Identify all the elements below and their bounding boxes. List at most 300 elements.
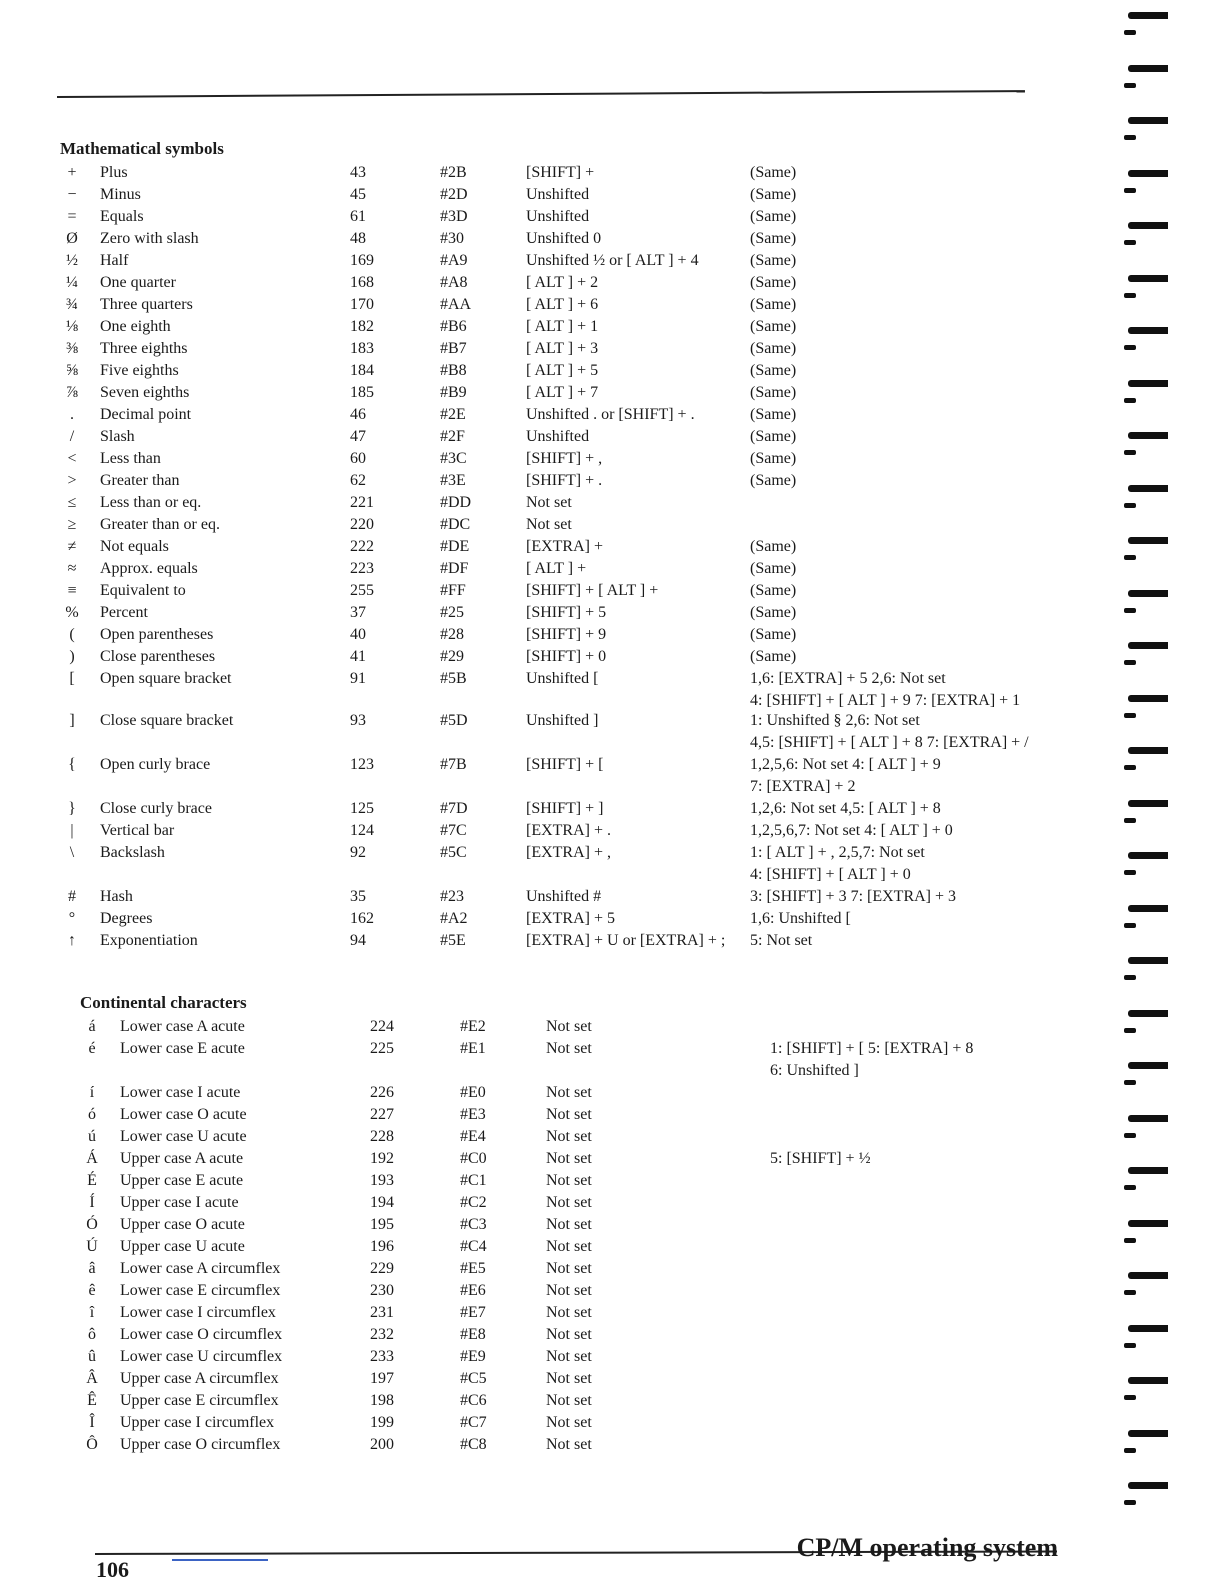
character-name: Lower case E acute bbox=[120, 1040, 245, 1057]
decimal-code: 94 bbox=[350, 932, 366, 949]
character-symbol: Ê bbox=[87, 1392, 97, 1409]
table-row bbox=[80, 1412, 1140, 1434]
table-row bbox=[80, 1324, 1140, 1346]
table-row bbox=[60, 316, 1120, 338]
character-name: Upper case U acute bbox=[120, 1238, 245, 1255]
binding-hole bbox=[1128, 642, 1168, 649]
decimal-code: 223 bbox=[350, 560, 374, 577]
hex-code: #E7 bbox=[460, 1304, 486, 1321]
keystroke: [SHIFT] + ] bbox=[526, 800, 604, 817]
binding-mark bbox=[1124, 1448, 1136, 1453]
table-row bbox=[60, 360, 1120, 382]
keystroke: [ ALT ] + 7 bbox=[526, 384, 599, 401]
keystroke: [EXTRA] + , bbox=[526, 844, 612, 861]
alternative-keystroke: 5: [SHIFT] + ½ bbox=[770, 1150, 871, 1167]
alternative-keystroke: (Same) bbox=[750, 406, 797, 423]
decimal-code: 91 bbox=[350, 670, 366, 687]
table-row bbox=[60, 646, 1120, 668]
decimal-code: 48 bbox=[350, 230, 366, 247]
hex-code: #DC bbox=[440, 516, 471, 533]
keystroke: Not set bbox=[546, 1040, 592, 1057]
decimal-code: 93 bbox=[350, 712, 366, 729]
binding-mark bbox=[1124, 83, 1136, 88]
keystroke: [ ALT ] + 5 bbox=[526, 362, 599, 379]
table-row bbox=[60, 558, 1120, 580]
table-row bbox=[60, 382, 1120, 404]
keystroke: Not set bbox=[546, 1260, 592, 1277]
character-name: Equivalent to bbox=[100, 582, 186, 599]
table-row bbox=[80, 1280, 1140, 1302]
table-row bbox=[60, 492, 1120, 514]
character-name: Lower case I circumflex bbox=[120, 1304, 276, 1321]
character-name: Lower case O acute bbox=[120, 1106, 247, 1123]
character-name: Exponentiation bbox=[100, 932, 198, 949]
keystroke: [SHIFT] + 0 bbox=[526, 648, 607, 665]
keystroke: Unshifted 0 bbox=[526, 230, 602, 247]
table-row bbox=[80, 1170, 1140, 1192]
keystroke: Not set bbox=[546, 1172, 592, 1189]
character-name: Vertical bar bbox=[100, 822, 175, 839]
hex-code: #AA bbox=[440, 296, 472, 313]
character-symbol: ° bbox=[68, 910, 76, 927]
character-symbol: ↑ bbox=[68, 932, 76, 949]
table-row bbox=[60, 602, 1120, 624]
decimal-code: 61 bbox=[350, 208, 366, 225]
alternative-keystroke: (Same) bbox=[750, 472, 797, 489]
decimal-code: 193 bbox=[370, 1172, 394, 1189]
keystroke: Not set bbox=[546, 1084, 592, 1101]
binding-mark bbox=[1124, 555, 1136, 560]
hex-code: #DE bbox=[440, 538, 470, 555]
character-name: Upper case I acute bbox=[120, 1194, 239, 1211]
decimal-code: 124 bbox=[350, 822, 374, 839]
keystroke: [SHIFT] + bbox=[526, 164, 595, 181]
hex-code: #C0 bbox=[460, 1150, 487, 1167]
alternative-keystroke: (Same) bbox=[750, 648, 797, 665]
binding-hole bbox=[1128, 275, 1168, 282]
decimal-code: 92 bbox=[350, 844, 366, 861]
binding-hole bbox=[1128, 1430, 1168, 1437]
table-row bbox=[60, 710, 1120, 751]
decimal-code: 60 bbox=[350, 450, 366, 467]
binding-hole bbox=[1128, 747, 1168, 754]
character-name: Zero with slash bbox=[100, 230, 199, 247]
binding-hole bbox=[1128, 1272, 1168, 1279]
character-name: Upper case E acute bbox=[120, 1172, 244, 1189]
section-title: Continental characters bbox=[80, 993, 247, 1012]
keystroke: Unshifted # bbox=[526, 888, 602, 905]
table-row bbox=[60, 250, 1120, 272]
character-symbol: ⅞ bbox=[66, 384, 78, 401]
alternative-keystroke: 5: Not set bbox=[750, 932, 813, 949]
alternative-keystroke: 1,6: [EXTRA] + 5 2,6: Not set bbox=[750, 670, 946, 687]
hex-code: #DF bbox=[440, 560, 469, 577]
character-symbol: } bbox=[68, 800, 76, 817]
hex-code: #DD bbox=[440, 494, 472, 511]
binding-mark bbox=[1124, 503, 1136, 508]
character-name: Three eighths bbox=[100, 340, 188, 357]
keystroke: Not set bbox=[546, 1436, 592, 1453]
binding-hole bbox=[1128, 170, 1168, 177]
table-row bbox=[60, 668, 1120, 709]
keystroke: Not set bbox=[546, 1304, 592, 1321]
table-row bbox=[80, 1082, 1140, 1104]
keystroke: Not set bbox=[546, 1392, 592, 1409]
character-symbol: + bbox=[67, 164, 77, 181]
binding-mark bbox=[1124, 713, 1136, 718]
hex-code: #E5 bbox=[460, 1260, 486, 1277]
table-row bbox=[80, 1434, 1140, 1456]
alternative-keystroke: (Same) bbox=[750, 208, 797, 225]
binding-hole bbox=[1128, 800, 1168, 807]
binding-mark bbox=[1124, 1028, 1136, 1033]
table-row bbox=[60, 294, 1120, 316]
hex-code: #B8 bbox=[440, 362, 467, 379]
table-row bbox=[60, 228, 1120, 250]
character-name: Upper case A circumflex bbox=[120, 1370, 279, 1387]
character-name: Open square bracket bbox=[100, 670, 232, 687]
character-name: Open curly brace bbox=[100, 756, 211, 773]
binding-hole bbox=[1128, 1482, 1168, 1489]
decimal-code: 123 bbox=[350, 756, 374, 773]
alternative-keystroke: (Same) bbox=[750, 340, 797, 357]
binding-mark bbox=[1124, 923, 1136, 928]
keystroke: [SHIFT] + 5 bbox=[526, 604, 607, 621]
hex-code: #7B bbox=[440, 756, 467, 773]
binding-mark bbox=[1124, 1080, 1136, 1085]
keystroke: Unshifted bbox=[526, 186, 590, 203]
decimal-code: 227 bbox=[370, 1106, 394, 1123]
alternative-keystroke: 1: [SHIFT] + [ 5: [EXTRA] + 8 bbox=[770, 1040, 974, 1057]
keystroke: Not set bbox=[546, 1194, 592, 1211]
alternative-keystroke: (Same) bbox=[750, 428, 797, 445]
hex-code: #B7 bbox=[440, 340, 467, 357]
binding-hole bbox=[1128, 485, 1168, 492]
alternative-keystroke: (Same) bbox=[750, 362, 797, 379]
binding-mark bbox=[1124, 765, 1136, 770]
keystroke: Not set bbox=[546, 1150, 592, 1167]
table-row bbox=[60, 426, 1120, 448]
table-row bbox=[60, 930, 1120, 952]
character-name: Lower case O circumflex bbox=[120, 1326, 283, 1343]
binding-hole bbox=[1128, 957, 1168, 964]
alternative-keystroke-line2: 4: [SHIFT] + [ ALT ] + 0 bbox=[750, 866, 911, 883]
alternative-keystroke: 1: [ ALT ] + , 2,5,7: Not set bbox=[750, 844, 925, 861]
character-symbol: ) bbox=[69, 648, 75, 665]
character-symbol: ⅛ bbox=[66, 318, 78, 335]
hex-code: #E8 bbox=[460, 1326, 486, 1343]
decimal-code: 45 bbox=[350, 186, 366, 203]
hex-code: #A9 bbox=[440, 252, 468, 269]
table-row bbox=[60, 338, 1120, 360]
hex-code: #3D bbox=[440, 208, 468, 225]
hex-code: #B6 bbox=[440, 318, 467, 335]
alternative-keystroke: (Same) bbox=[750, 296, 797, 313]
decimal-code: 195 bbox=[370, 1216, 394, 1233]
character-symbol: Ó bbox=[86, 1216, 98, 1233]
character-name: Close square bracket bbox=[100, 712, 234, 729]
hex-code: #E2 bbox=[460, 1018, 486, 1035]
table-row bbox=[60, 184, 1120, 206]
decimal-code: 47 bbox=[350, 428, 366, 445]
table-row bbox=[80, 1126, 1140, 1148]
character-name: One quarter bbox=[100, 274, 176, 291]
character-symbol: Ô bbox=[86, 1436, 98, 1453]
hex-code: #29 bbox=[440, 648, 464, 665]
hex-code: #C7 bbox=[460, 1414, 487, 1431]
decimal-code: 194 bbox=[370, 1194, 394, 1211]
page-number: 106 bbox=[96, 1557, 129, 1582]
character-name: Upper case O circumflex bbox=[120, 1436, 281, 1453]
alternative-keystroke: (Same) bbox=[750, 318, 797, 335]
binding-hole bbox=[1128, 432, 1168, 439]
binding-hole bbox=[1128, 695, 1168, 702]
binding-mark bbox=[1124, 1133, 1136, 1138]
decimal-code: 40 bbox=[350, 626, 366, 643]
character-name: Minus bbox=[100, 186, 141, 203]
table-row bbox=[80, 1302, 1140, 1324]
alternative-keystroke-line2: 4: [SHIFT] + [ ALT ] + 9 7: [EXTRA] + 1 bbox=[750, 692, 1021, 709]
binding-hole bbox=[1128, 537, 1168, 544]
alternative-keystroke: 1,2,6: Not set 4,5: [ ALT ] + 8 bbox=[750, 800, 941, 817]
binding-hole bbox=[1128, 117, 1168, 124]
table-row bbox=[60, 580, 1120, 602]
keystroke: [ ALT ] + 3 bbox=[526, 340, 599, 357]
character-name: Backslash bbox=[100, 844, 165, 861]
binding-hole bbox=[1128, 905, 1168, 912]
alternative-keystroke: (Same) bbox=[750, 626, 797, 643]
table-row bbox=[80, 1148, 1140, 1170]
binding-mark bbox=[1124, 1238, 1136, 1243]
character-name: Greater than or eq. bbox=[100, 516, 220, 533]
character-symbol: ½ bbox=[66, 252, 78, 269]
alternative-keystroke: (Same) bbox=[750, 604, 797, 621]
table-row bbox=[80, 1104, 1140, 1126]
table-row bbox=[80, 1214, 1140, 1236]
binding-mark bbox=[1124, 1185, 1136, 1190]
character-symbol: Á bbox=[86, 1150, 98, 1167]
keystroke: [SHIFT] + [ ALT ] + bbox=[526, 582, 659, 599]
character-symbol: û bbox=[88, 1348, 96, 1365]
character-name: Lower case E circumflex bbox=[120, 1282, 281, 1299]
hex-code: #2B bbox=[440, 164, 467, 181]
alternative-keystroke: (Same) bbox=[750, 252, 797, 269]
character-name: Lower case U circumflex bbox=[120, 1348, 283, 1365]
character-symbol: é bbox=[88, 1040, 96, 1057]
hex-code: #FF bbox=[440, 582, 466, 599]
character-symbol: ] bbox=[69, 712, 75, 729]
table-row bbox=[60, 754, 1120, 795]
alternative-keystroke: (Same) bbox=[750, 384, 797, 401]
character-symbol: > bbox=[67, 472, 77, 489]
character-symbol: í bbox=[89, 1084, 95, 1101]
character-symbol: | bbox=[70, 822, 74, 839]
character-name: Half bbox=[100, 252, 129, 269]
character-name: Plus bbox=[100, 164, 128, 181]
decimal-code: 231 bbox=[370, 1304, 394, 1321]
character-name: Not equals bbox=[100, 538, 169, 555]
decimal-code: 229 bbox=[370, 1260, 394, 1277]
character-symbol: ≥ bbox=[67, 516, 77, 533]
decimal-code: 35 bbox=[350, 888, 366, 905]
binding-mark bbox=[1124, 188, 1136, 193]
decimal-code: 230 bbox=[370, 1282, 394, 1299]
character-symbol: É bbox=[87, 1172, 97, 1189]
keystroke: Unshifted [ bbox=[526, 670, 599, 687]
decimal-code: 41 bbox=[350, 648, 366, 665]
character-symbol: Ú bbox=[86, 1238, 98, 1255]
character-name: Three quarters bbox=[100, 296, 193, 313]
hex-code: #E4 bbox=[460, 1128, 486, 1145]
hex-code: #5C bbox=[440, 844, 467, 861]
table-row bbox=[60, 514, 1120, 536]
binding-hole bbox=[1128, 12, 1168, 19]
hex-code: #2D bbox=[440, 186, 468, 203]
character-symbol: â bbox=[88, 1260, 96, 1277]
binding-holes bbox=[1114, 0, 1224, 1584]
decimal-code: 182 bbox=[350, 318, 374, 335]
character-symbol: ú bbox=[88, 1128, 96, 1145]
binding-mark bbox=[1124, 818, 1136, 823]
character-symbol: ≈ bbox=[67, 560, 77, 577]
table-row bbox=[80, 1390, 1140, 1412]
keystroke: [ ALT ] + 2 bbox=[526, 274, 599, 291]
alternative-keystroke: (Same) bbox=[750, 538, 797, 555]
alternative-keystroke-line2: 4,5: [SHIFT] + [ ALT ] + 8 7: [EXTRA] + / bbox=[750, 734, 1029, 751]
hex-code: #E9 bbox=[460, 1348, 486, 1365]
keystroke: [ ALT ] + 1 bbox=[526, 318, 599, 335]
keystroke: Not set bbox=[546, 1128, 592, 1145]
character-symbol: ô bbox=[88, 1326, 96, 1343]
character-name: Lower case A acute bbox=[120, 1018, 245, 1035]
character-symbol: ê bbox=[88, 1282, 96, 1299]
character-name: Equals bbox=[100, 208, 144, 225]
keystroke: Not set bbox=[546, 1216, 592, 1233]
keystroke: Not set bbox=[546, 1326, 592, 1343]
decimal-code: 184 bbox=[350, 362, 374, 379]
binding-hole bbox=[1128, 327, 1168, 334]
table-row bbox=[80, 1038, 1140, 1079]
keystroke: [EXTRA] + 5 bbox=[526, 910, 616, 927]
keystroke: Not set bbox=[546, 1370, 592, 1387]
table-row bbox=[60, 162, 1120, 184]
character-symbol: Ø bbox=[66, 230, 78, 247]
keystroke: Unshifted ½ or [ ALT ] + 4 bbox=[526, 252, 699, 269]
decimal-code: 183 bbox=[350, 340, 374, 357]
table-row bbox=[60, 206, 1120, 228]
hex-code: #C1 bbox=[460, 1172, 487, 1189]
table-row bbox=[60, 820, 1120, 842]
binding-hole bbox=[1128, 65, 1168, 72]
character-name: Open parentheses bbox=[100, 626, 214, 643]
binding-hole bbox=[1128, 1062, 1168, 1069]
character-symbol: / bbox=[69, 428, 75, 445]
hex-code: #3C bbox=[440, 450, 467, 467]
alternative-keystroke-line2: 6: Unshifted ] bbox=[770, 1062, 859, 1079]
decimal-code: 170 bbox=[350, 296, 374, 313]
binding-mark bbox=[1124, 293, 1136, 298]
alternative-keystroke: 1: Unshifted § 2,6: Not set bbox=[750, 712, 920, 729]
character-name: One eighth bbox=[100, 318, 171, 335]
character-name: Upper case E circumflex bbox=[120, 1392, 279, 1409]
decimal-code: 197 bbox=[370, 1370, 394, 1387]
character-symbol: [ bbox=[69, 670, 75, 687]
table-row bbox=[60, 886, 1120, 908]
binding-hole bbox=[1128, 380, 1168, 387]
hex-code: #7D bbox=[440, 800, 468, 817]
table-row bbox=[60, 536, 1120, 558]
character-symbol: î bbox=[89, 1304, 95, 1321]
character-name: Slash bbox=[100, 428, 135, 445]
keystroke: [EXTRA] + U or [EXTRA] + ; bbox=[526, 932, 726, 949]
character-name: Five eighths bbox=[100, 362, 179, 379]
hex-code: #A8 bbox=[440, 274, 468, 291]
keystroke: [SHIFT] + [ bbox=[526, 756, 604, 773]
binding-hole bbox=[1128, 1010, 1168, 1017]
character-name: Upper case O acute bbox=[120, 1216, 245, 1233]
keystroke: Unshifted bbox=[526, 428, 590, 445]
alternative-keystroke: (Same) bbox=[750, 582, 797, 599]
decimal-code: 255 bbox=[350, 582, 374, 599]
keystroke: [EXTRA] + . bbox=[526, 822, 612, 839]
hex-code: #E1 bbox=[460, 1040, 486, 1057]
hex-code: #E6 bbox=[460, 1282, 486, 1299]
character-name: Lower case I acute bbox=[120, 1084, 241, 1101]
table-row bbox=[60, 842, 1120, 883]
alternative-keystroke: 3: [SHIFT] + 3 7: [EXTRA] + 3 bbox=[750, 888, 957, 905]
table-row bbox=[60, 908, 1120, 930]
footer-title: CP/M operating system bbox=[796, 1533, 1058, 1562]
hex-code: #B9 bbox=[440, 384, 467, 401]
character-symbol: \ bbox=[69, 844, 75, 861]
decimal-code: 198 bbox=[370, 1392, 394, 1409]
binding-hole bbox=[1128, 1167, 1168, 1174]
decimal-code: 46 bbox=[350, 406, 366, 423]
keystroke: Not set bbox=[546, 1348, 592, 1365]
hex-code: #5D bbox=[440, 712, 468, 729]
binding-mark bbox=[1124, 135, 1136, 140]
alternative-keystroke: 1,2,5,6: Not set 4: [ ALT ] + 9 bbox=[750, 756, 941, 773]
header-rule bbox=[57, 90, 1025, 98]
binding-mark bbox=[1124, 608, 1136, 613]
binding-hole bbox=[1128, 1220, 1168, 1227]
table-row bbox=[80, 1258, 1140, 1280]
keystroke: Unshifted bbox=[526, 208, 590, 225]
binding-mark bbox=[1124, 1500, 1136, 1505]
keystroke: [ ALT ] + bbox=[526, 560, 587, 577]
decimal-code: 37 bbox=[350, 604, 366, 621]
binding-mark bbox=[1124, 345, 1136, 350]
hex-code: #E0 bbox=[460, 1084, 486, 1101]
character-symbol: Î bbox=[89, 1414, 95, 1431]
decimal-code: 222 bbox=[350, 538, 374, 555]
character-symbol: Â bbox=[86, 1370, 98, 1387]
character-name: Upper case A acute bbox=[120, 1150, 244, 1167]
keystroke: [SHIFT] + . bbox=[526, 472, 603, 489]
decimal-code: 43 bbox=[350, 164, 366, 181]
character-symbol: < bbox=[67, 450, 77, 467]
decimal-code: 225 bbox=[370, 1040, 394, 1057]
character-name: Hash bbox=[100, 888, 133, 905]
binding-hole bbox=[1128, 1377, 1168, 1384]
alternative-keystroke: (Same) bbox=[750, 560, 797, 577]
character-name: Seven eighths bbox=[100, 384, 190, 401]
character-symbol: = bbox=[67, 208, 77, 225]
alternative-keystroke: 1,6: Unshifted [ bbox=[750, 910, 851, 927]
decimal-code: 221 bbox=[350, 494, 374, 511]
binding-mark bbox=[1124, 450, 1136, 455]
keystroke: [SHIFT] + , bbox=[526, 450, 603, 467]
